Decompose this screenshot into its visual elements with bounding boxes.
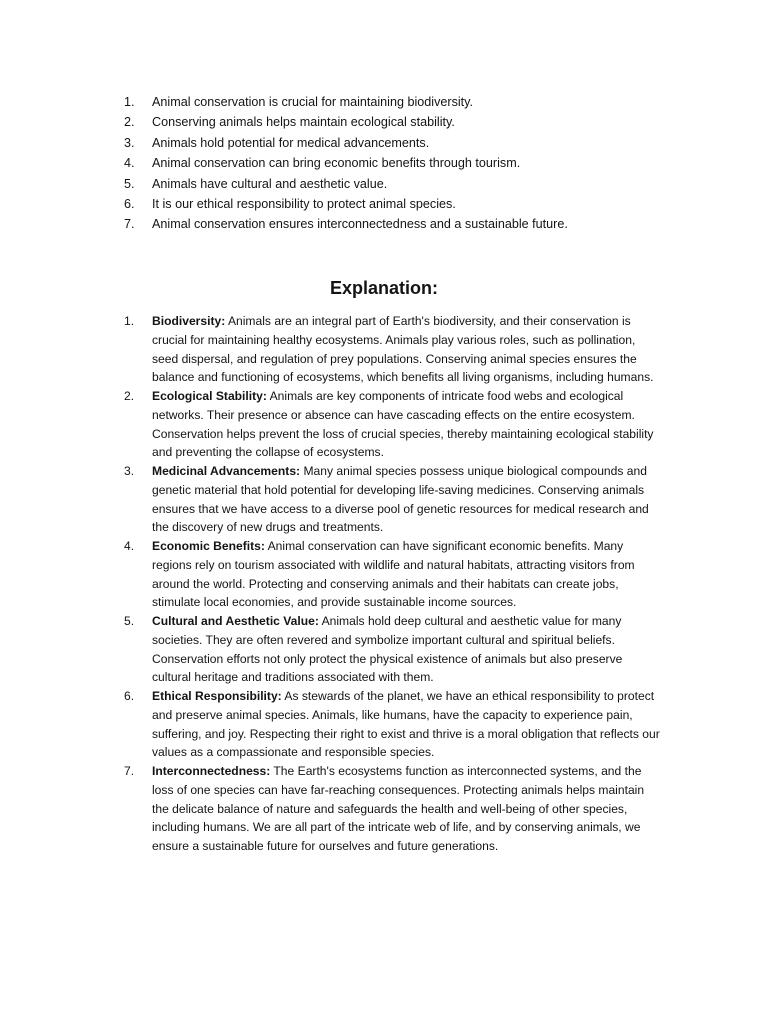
explanation-term: Cultural and Aesthetic Value:	[152, 614, 319, 628]
explanation-item	[124, 687, 664, 762]
explanation-term: Ecological Stability:	[152, 389, 267, 403]
list-number: 2.	[124, 115, 135, 130]
explanation-text: The Earth's ecosystems function as interconnected systems, and the loss of one species can have far-reaching consequences. Protecting animals helps maintain the delicate balance of nature and safeguards the health and well-being of other species, including humans. We are all part of the intricate web of life, and by conserving animals, we ensure a sustainable future for ourselves and future generations.	[152, 764, 645, 853]
explanation-term: Economic Benefits:	[152, 539, 265, 553]
list-number: 5.	[124, 176, 135, 191]
summary-item	[124, 153, 684, 173]
summary-item	[124, 174, 684, 194]
list-number: 5.	[124, 614, 135, 628]
explanation-item	[124, 387, 664, 462]
explanation-text: Animals are an integral part of Earth's biodiversity, and their conservation is crucial for maintaining healthy ecosystems. Animals play various roles, such as pollination, seed dispersal, and regulation of prey populations. Conserving animal species ensures the balance and functioning of ecosystems, which benefits all living organisms, including humans.	[152, 314, 654, 385]
explanation-text: Many animal species possess unique biological compounds and genetic material that hold potential for developing life-saving medicines. Conserving animals ensures that we have access to a diverse pool of genetic resources for medical research and the discovery of new drugs and treatments.	[152, 464, 649, 535]
list-number: 3.	[124, 135, 135, 150]
list-number: 7.	[124, 217, 135, 232]
explanation-list	[124, 312, 664, 856]
summary-item	[124, 92, 684, 112]
summary-item-text: Animal conservation ensures interconnectedness and a sustainable future.	[152, 217, 568, 232]
summary-item-text: Animals hold potential for medical advancements.	[152, 135, 430, 150]
explanation-text: Animals hold deep cultural and aesthetic value for many societies. They are often revered and symbolize important cultural and spiritual beliefs. Conservation efforts not only protect the physical existence of animals but also preserve cultural heritage and traditions associated with them.	[152, 614, 623, 685]
explanation-text: As stewards of the planet, we have an ethical responsibility to protect and preserve animal species. Animals, like humans, have the capacity to experience pain, suffering, and joy. Respecting their right to exist and thrive is a moral obligation that reflects our values as a compassionate and responsible species.	[152, 689, 660, 760]
summary-item-text: Animal conservation can bring economic benefits through tourism.	[152, 156, 521, 171]
list-number: 1.	[124, 95, 135, 109]
list-number: 4.	[124, 156, 135, 171]
list-number: 3.	[124, 464, 135, 478]
explanation-item	[124, 312, 664, 387]
explanation-term: Ethical Responsibility:	[152, 689, 282, 703]
explanation-term: Interconnectedness:	[152, 764, 271, 778]
summary-item-text: Animals have cultural and aesthetic value.	[152, 176, 388, 191]
explanation-text: Animal conservation can have significant economic benefits. Many regions rely on tourism associated with wildlife and natural habitats, attracting visitors from around the world. Protecting and conserving animals and their habitats can create jobs, stimulate local economies, and provide sustainable income sources.	[152, 539, 635, 610]
summary-item	[124, 194, 684, 214]
summary-item-text: Conserving animals helps maintain ecological stability.	[152, 115, 455, 130]
explanation-item	[124, 462, 664, 537]
explanation-item	[124, 762, 664, 856]
list-number: 6.	[124, 689, 135, 703]
list-number: 6.	[124, 197, 135, 212]
explanation-term: Biodiversity:	[152, 314, 226, 328]
summary-item-text: It is our ethical responsibility to protect animal species.	[152, 197, 456, 212]
summary-item	[124, 112, 684, 132]
summary-item-text: Animal conservation is crucial for maintaining biodiversity.	[152, 95, 474, 109]
explanation-item	[124, 537, 664, 612]
list-number: 1.	[124, 314, 135, 328]
explanation-term: Medicinal Advancements:	[152, 464, 301, 478]
explanation-item	[124, 612, 664, 687]
explanation-text: Animals are key components of intricate food webs and ecological networks. Their presence or absence can have cascading effects on the entire ecosystem. Conservation helps prevent the loss of crucial species, thereby maintaining ecological stability and preventing the collapse of ecosystems.	[152, 389, 654, 460]
list-number: 4.	[124, 539, 135, 553]
summary-list	[124, 92, 684, 235]
summary-item	[124, 133, 684, 153]
explanation-heading: Explanation:	[329, 278, 438, 298]
list-number: 7.	[124, 764, 135, 778]
list-number: 2.	[124, 389, 135, 403]
summary-item	[124, 214, 684, 234]
